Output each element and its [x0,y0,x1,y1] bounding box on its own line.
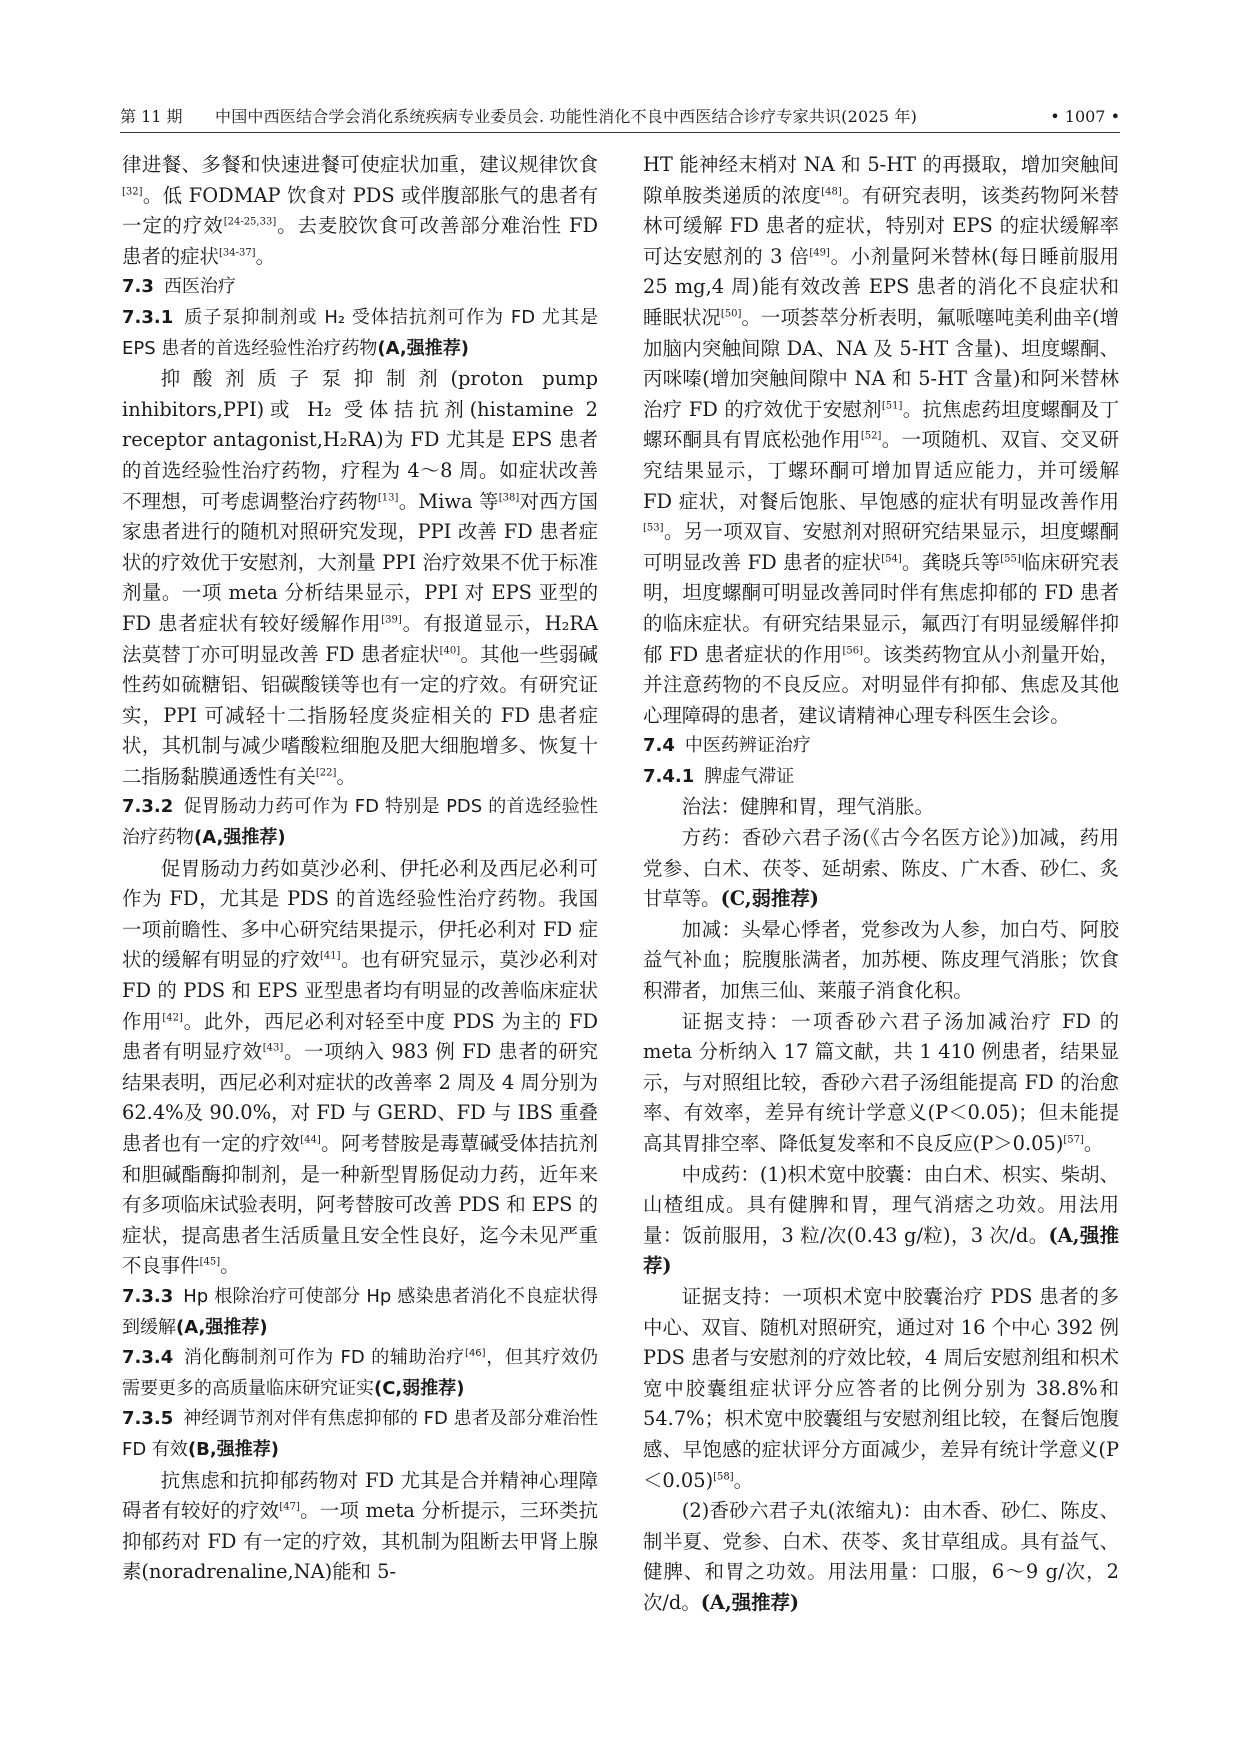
paragraph-text: 促胃肠动力药可作为 FD 特别是 PDS 的首选经验性治疗药物 [122,796,598,849]
citation-ref: [49] [809,247,830,259]
paragraph-text: 消化酶制剂可作为 FD 的辅助治疗 [183,1347,465,1369]
paragraph-text: 。此外，西尼必利对轻至中度 PDS 为主的 FD 患者有明显疗效 [122,1009,599,1064]
section-number: 7.4 [643,735,675,757]
paragraph-text: 。也有研究显示，莫沙必利对 FD 的 PDS 和 EPS 亚型患者均有明显的改善临床症状作用 [122,948,599,1033]
recommendation-grade: (B,强推荐) [187,1438,279,1460]
paragraph-text: 质子泵抑制剂或 H₂ 受体拮抗剂可作为 FD 尤其是 EPS 患者的首选经验性治疗药物 [122,306,598,359]
body-paragraph [122,854,598,1282]
paragraph-text: 。其他一些弱碱性药如硫糖铝、铝碳酸镁等也有一定的疗效。有研究证实，PPI 可减轻十二指肠轻度炎症相关的 FD 患者症状，其机制与减少嗜酸粒细胞及肥大细胞增多、恢复十二指肠黏膜通透性有关 [122,642,599,788]
citation-ref: [57] [1063,1134,1084,1146]
left-column [122,150,598,1588]
citation-ref: [42] [162,1012,183,1024]
paragraph-text: 。有研究表明，该类药物阿米替林可缓解 FD 患者的症状，特别对 EPS 的症状缓解率可达安慰剂的 3 倍 [643,183,1120,268]
section-heading [643,731,1119,762]
citation-ref: [54] [881,553,902,565]
paragraph-text: 临床研究表明，坦度螺酮可明显改善同时伴有焦虑抑郁的 FD 患者的临床症状。有研究结果显示，氟西汀有明显缓解伴抑郁 FD 患者症状的作用 [643,550,1120,666]
section-heading [122,1282,598,1343]
body-paragraph [643,1160,1119,1282]
body-paragraph [643,823,1119,915]
citation-ref: [50] [720,308,742,320]
section-heading [643,762,1119,793]
paragraph-text: 。另一项双盲、安慰剂对照研究结果显示，坦度螺酮可明显改善 FD 患者的症状 [643,520,1119,574]
running-title: 中国中西医结合学会消化系统疾病专业委员会. 功能性消化不良中西医结合诊疗专家共识(2025 年) [215,107,918,126]
body-paragraph [643,150,1119,731]
body-paragraph [122,150,598,272]
paragraph-text: 。抗焦虑药坦度螺酮及丁螺环酮具有胃底松弛作用 [643,397,1120,452]
citation-ref: [58] [713,1471,734,1483]
paragraph-text: 。一项随机、双盲、交叉研究结果显示，丁螺环酮可增加胃适应能力，并可缓解 FD 症状，对餐后饱胀、早饱感的症状有明显改善作用 [643,428,1120,513]
section-number: 7.3.5 [122,1408,174,1430]
citation-ref: [56] [842,645,864,657]
section-number: 7.3.2 [122,796,174,818]
section-heading [122,272,598,303]
paragraph-text: 中医药辨证治疗 [684,735,811,757]
citation-ref: [34-37] [218,247,256,259]
right-column [643,150,1119,1619]
citation-ref: [24-25,33] [223,216,277,228]
body-paragraph [122,364,598,792]
paragraph-text: ，但其疗效仍需要更多的高质量临床研究证实 [122,1347,599,1399]
paragraph-text: 。一项 meta 分析提示，三环类抗抑郁药对 FD 有一定的疗效，其机制为阻断去甲肾上腺素(noradrenaline,NA)能和 5- [122,1499,599,1584]
paragraph-text: Hp 根除治疗可使部分 Hp 感染患者消化不良症状得到缓解 [122,1285,598,1338]
section-number: 7.3.4 [122,1347,174,1369]
recommendation-grade: (A,强推荐) [176,1316,268,1338]
paragraph-text: 中成药：(1)枳术宽中胶囊：由白术、枳实、柴胡、山楂组成。具有健脾和胃，理气消痞之功效。用法用量：饭前服用，3 粒/次(0.43 g/粒)，3 次/d。 [643,1162,1119,1247]
body-paragraph [643,915,1119,1007]
paragraph-text: 对西方国家患者进行的随机对照研究发现，PPI 改善 FD 患者症状的疗效优于安慰剂，大剂量 PPI 治疗效果不优于标准剂量。一项 meta 分析结果显示，PPI 对 EPS 亚型的 FD 患者症状有较好缓解作用 [122,489,598,635]
issue-number: 第 11 期 [120,107,183,126]
paragraph-text: 。 [336,764,356,788]
section-heading [122,792,598,853]
recommendation-grade: (C,弱推荐) [374,1377,465,1399]
body-paragraph [643,1282,1119,1496]
citation-ref: [41] [320,950,341,962]
paragraph-text: 。一项荟萃分析表明，氟哌噻吨美利曲辛(增加脑内突触间隙 DA、NA 及 5-HT 含量)、坦度螺酮、丙咪嗪(增加突触间隙中 NA 和 5-HT 含量)和阿米替林治疗 FD 的疗效优于安慰剂 [643,305,1119,421]
paragraph-text: 。 [1083,1132,1104,1155]
citation-ref: [45] [199,1256,221,1268]
citation-ref: [48] [821,186,842,198]
body-paragraph [643,1007,1119,1160]
paragraph-text: 。阿考替胺是毒蕈碱受体拮抗剂和胆碱酯酶抑制剂，是一种新型胃肠促动力药，近年来有多项临床试验表明，阿考替胺可改善 PDS 和 EPS 的症状，提高患者生活质量且安全性良好，迄今未见严重不良事件 [122,1132,599,1278]
paragraph-text: 。去麦胶饮食可改善部分难治性 FD 患者的症状 [122,214,598,268]
citation-ref: [22] [315,767,337,779]
citation-ref: [53] [643,522,664,534]
recommendation-grade: (A,强推荐) [194,827,286,849]
paragraph-text: 。 [220,1254,240,1278]
section-heading [122,303,598,364]
paragraph-text: 抗焦虑和抗抑郁药物对 FD 尤其是合并精神心理障碍者有较好的疗效 [122,1468,598,1523]
paragraph-text: HT 能神经末梢对 NA 和 5-HT 的再摄取，增加突触间隙单胺类递质的浓度 [643,153,1119,207]
paragraph-text: 律进餐、多餐和快速进餐可使症状加重，建议规律饮食 [122,153,598,176]
paragraph-text: 西医治疗 [163,276,236,298]
paragraph-text: 神经调节剂对伴有焦虑抑郁的 FD 患者及部分难治性 FD 有效 [122,1408,598,1460]
citation-ref: [55] [1000,553,1021,565]
paragraph-text: 。一项纳入 983 例 FD 患者的研究结果表明，西尼必利对症状的改善率 2 周及 4 周分别为 62.4%及 90.0%，对 FD 与 GERD、FD 与 IBS 重叠患者也有一定的疗效 [122,1040,599,1155]
body-paragraph [643,1496,1119,1618]
citation-ref: [32] [122,186,143,198]
recommendation-grade: (A,强推荐) [643,1223,1119,1278]
paragraph-text: 脾虚气滞证 [704,765,795,787]
citation-ref: [40] [439,645,461,657]
paragraph-text: 。 [733,1468,754,1492]
paragraph-text: (2)香砂六君子丸(浓缩丸)：由木香、砂仁、陈皮、制半夏、党参、白术、茯苓、炙甘草组成。具有益气、健脾、和胃之功效。用法用量：口服，6～9 g/次，2 次/d。 [643,1499,1119,1614]
section-heading [122,1343,598,1404]
paragraph-text: 治法：健脾和胃，理气消胀。 [681,795,934,819]
page-number: • 1007 • [1050,107,1120,126]
paragraph-text: 。小剂量阿米替林(每日睡前服用 25 mg,4 周)能有效改善 EPS 患者的消化不良症状和睡眠状况 [643,244,1119,329]
citation-ref: [51] [881,400,903,412]
body-paragraph [122,1466,598,1588]
paragraph-text: 。有报道显示，H₂RA 法莫替丁亦可明显改善 FD 患者症状 [122,611,598,666]
citation-ref: [46] [464,1348,486,1360]
recommendation-grade: (C,弱推荐) [720,887,819,911]
paragraph-text: 抑酸剂质子泵抑制剂(proton pump inhibitors,PPI)或 H₂ 受体拮抗剂(histamine 2 receptor antagonist,H₂RA)为 FD 尤其是 EPS 患者的首选经验性治疗药物，疗程为 4～8 周。如症状改善不理想，可考虑调整治疗药物 [122,367,598,513]
citation-ref: [44] [300,1134,321,1146]
running-header [120,102,1120,133]
paragraph-text: 。低 FODMAP 饮食对 PDS 或伴腹部胀气的患者有一定的疗效 [122,183,598,238]
citation-ref: [52] [860,430,882,442]
paragraph-text: 促胃肠动力药如莫沙必利、伊托必利及西尼必利可作为 FD，尤其是 PDS 的首选经验性治疗药物。我国一项前瞻性、多中心研究结果提示，伊托必利对 FD 症状的缓解有明显的疗效 [122,856,598,972]
recommendation-grade: (A,强推荐) [700,1590,800,1614]
section-number: 7.3 [122,276,154,298]
paragraph-text: 方药：香砂六君子汤(《古今名医方论》)加减，药用党参、白术、茯苓、延胡索、陈皮、广木香、砂仁、炙甘草等。 [643,826,1119,911]
recommendation-grade: (A,强推荐) [377,337,469,359]
section-number: 7.4.1 [643,765,695,787]
citation-ref: [38] [498,492,520,504]
paragraph-text: 。Miwa 等 [398,489,499,513]
section-heading [122,1404,598,1465]
body-paragraph [643,792,1119,823]
paragraph-text: 。该类药物宜从小剂量开始，并注意药物的不良反应。对明显伴有抑郁、焦虑及其他心理障碍的患者，建议请精神心理专科医生会诊。 [643,642,1120,727]
citation-ref: [43] [262,1042,284,1054]
paragraph-text: 。 [255,244,275,268]
paragraph-text: 加减：头晕心悸者，党参改为人参，加白芍、阿胶益气补血；脘腹胀满者，加苏梗、陈皮理气消胀；饮食积滞者，加焦三仙、莱菔子消食化积。 [643,917,1119,1003]
paragraph-text: 。龚晓兵等 [901,550,1001,574]
paragraph-text: 证据支持：一项香砂六君子汤加减治疗 FD 的 meta 分析纳入 17 篇文献，共 1 410 例患者，结果显示，与对照组比较，香砂六君子汤组能提高 FD 的治愈率、有效率，差异有统计学意义(P＜0.05)；但未能提高其胃排空率、降低复发率和不良反应(P＞0.05) [643,1009,1119,1155]
citation-ref: [47] [279,1501,300,1513]
citation-ref: [39] [381,614,402,626]
section-number: 7.3.1 [122,306,174,328]
citation-ref: [13] [377,492,399,504]
paragraph-text: 证据支持：一项枳术宽中胶囊治疗 PDS 患者的多中心、双盲、随机对照研究，通过对 16 个中心 392 例 PDS 患者与安慰剂的疗效比较，4 周后安慰剂组和枳术宽中胶囊组症状评分应答者的比例分别为 38.8%和 54.7%；枳术宽中胶囊组与安慰剂组比较，在餐后饱腹感、早饱感的症状评分方面减少，差异有统计学意义(P＜0.05) [643,1284,1119,1492]
section-number: 7.3.3 [122,1285,174,1307]
